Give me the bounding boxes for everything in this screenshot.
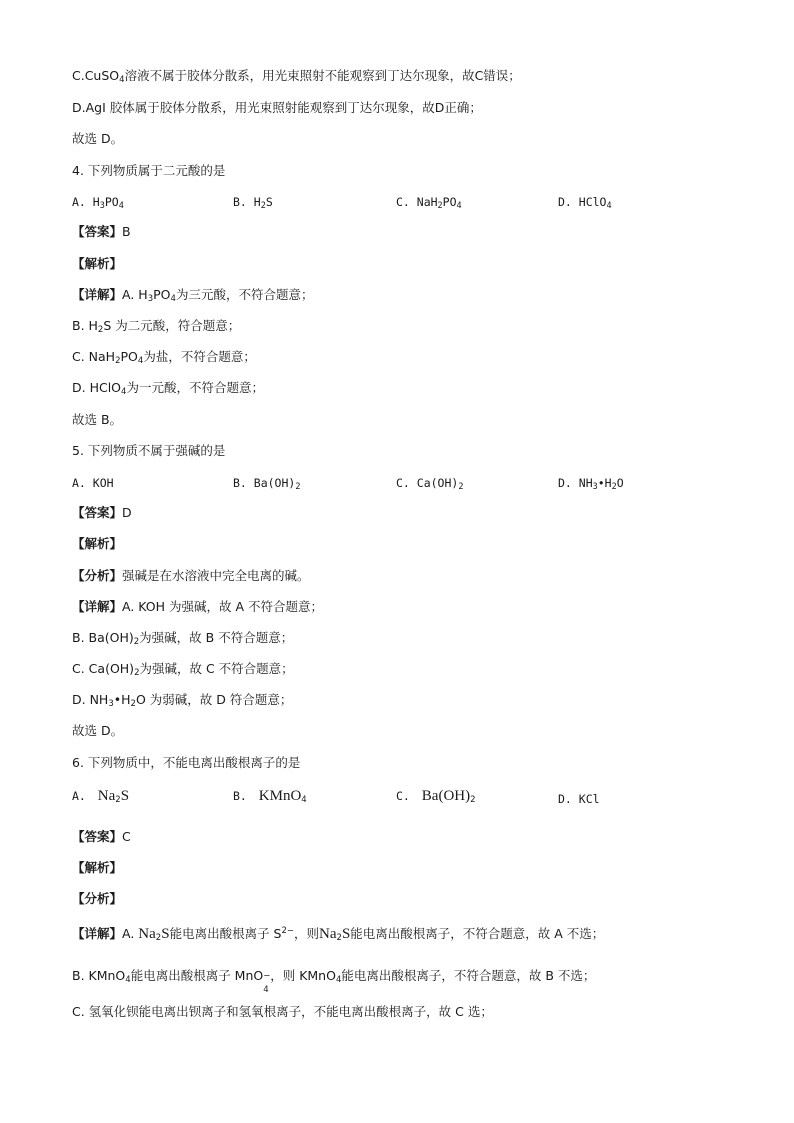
question-5	[72, 443, 225, 459]
sub: 4	[137, 356, 144, 366]
answer-tag: 【答案】	[72, 505, 123, 520]
sub: 3	[592, 482, 598, 492]
question-text: 6. 下列物质中，不能电离出酸根离子的是	[72, 755, 301, 770]
t: B. H	[233, 195, 261, 209]
t: 能电离出酸根离子，不符合题意，故 B 不选；	[341, 968, 596, 983]
text-line-c-cuso4	[72, 68, 521, 84]
answer-value: B	[122, 224, 131, 239]
question-6	[72, 755, 300, 771]
sub: 2	[115, 795, 121, 805]
sub: 4	[170, 294, 176, 304]
option-label: B.	[233, 789, 247, 803]
question-text: 4. 下列物质属于二元酸的是	[72, 163, 226, 178]
q6-option-d	[558, 791, 600, 807]
t: KMnO	[258, 788, 302, 804]
q4-option-d	[558, 194, 612, 210]
answer-4	[72, 224, 131, 240]
t: 【分析】	[72, 891, 123, 906]
option-label: C.	[396, 789, 410, 803]
analysis-6-sub	[72, 891, 122, 907]
detail-4d	[72, 380, 264, 396]
t: PO	[120, 349, 138, 364]
answer-value: D	[122, 505, 132, 520]
detail-4c	[72, 349, 256, 365]
t: 【解析】	[72, 536, 123, 551]
question-4	[72, 163, 225, 179]
detail-5d	[72, 692, 292, 708]
sub: 3	[108, 699, 114, 709]
sub: 4	[301, 795, 307, 805]
t: Ba(OH)	[421, 788, 471, 804]
q5-option-d	[558, 475, 624, 491]
detail-5b	[72, 630, 293, 646]
t: C. NaH	[396, 195, 438, 209]
t: A. H	[72, 195, 100, 209]
detail-5a	[72, 599, 323, 615]
conclusion-4	[72, 412, 122, 428]
t: ，则 KMnO	[270, 968, 336, 983]
detail-5c	[72, 661, 294, 677]
conclusion-5	[72, 723, 123, 739]
t: S	[265, 195, 273, 209]
detail-6a	[72, 926, 604, 942]
sub: 2	[611, 482, 617, 492]
sub: 2	[260, 201, 266, 211]
option-label: A.	[72, 789, 86, 803]
t: 故选 B。	[72, 412, 123, 427]
analysis-6-heading	[72, 860, 122, 876]
text: C.CuSO	[72, 68, 120, 83]
t: Na	[138, 926, 156, 942]
t: S	[341, 926, 351, 942]
sub: 2	[133, 637, 140, 647]
text: 故选 D。	[72, 131, 124, 146]
t: 能电离出酸根离子 MnO	[130, 968, 264, 983]
detail-4a	[72, 287, 313, 303]
sub: 3	[147, 294, 154, 304]
t: O 为弱碱，故 D 符合题意；	[135, 692, 293, 707]
detail-tag: 【详解】	[72, 926, 123, 941]
t: B. Ba(OH)	[72, 630, 134, 645]
sub: 4	[125, 975, 131, 985]
t: B. H	[72, 318, 98, 333]
t: PO	[153, 287, 171, 302]
t: •H	[113, 692, 131, 707]
t: 能电离出酸根离子 S	[169, 926, 282, 941]
subscript: 4	[119, 75, 125, 85]
sub: 2	[437, 201, 443, 211]
t: A. H	[122, 287, 148, 302]
t: 强碱是在水溶液中完全电离的碱。	[122, 568, 310, 583]
sub: 4	[606, 201, 612, 211]
t: D. KCl	[558, 792, 600, 806]
t: PO	[442, 195, 457, 209]
t: C. Ca(OH)	[396, 476, 459, 490]
text-line-choose-d	[72, 131, 123, 147]
q4-option-b	[233, 194, 273, 210]
sub: 2	[134, 668, 140, 678]
analysis-4-heading	[72, 256, 122, 272]
answer-6	[72, 829, 131, 845]
sub: 2	[97, 325, 104, 335]
q5-option-b	[233, 475, 300, 491]
t: 故选 D。	[72, 723, 124, 738]
t: 为强碱，故 C 不符合题意；	[139, 661, 294, 676]
tag: 【分析】	[72, 568, 123, 583]
detail-tag: 【详解】	[72, 599, 123, 614]
t: 为一元酸，不符合题意；	[126, 380, 264, 395]
t: 能电离出酸根离子，不符合题意，故 A 不选；	[350, 926, 605, 941]
sub: 4	[456, 201, 462, 211]
detail-6c	[72, 1004, 493, 1020]
t: D. NH	[558, 476, 593, 490]
sub: 2	[115, 356, 121, 366]
t: 【解析】	[72, 860, 123, 875]
sub: 4	[118, 201, 124, 211]
q5-option-a	[72, 475, 114, 491]
t: PO	[104, 195, 119, 209]
detail-tag: 【详解】	[72, 287, 123, 302]
answer-tag: 【答案】	[72, 829, 123, 844]
t: •H	[597, 476, 612, 490]
text: 溶液不属于胶体分散系，用光束照射不能观察到丁达尔现象，故C错误；	[124, 68, 521, 83]
sub: 2	[155, 933, 162, 943]
sub: 3	[99, 201, 105, 211]
sub: 2	[470, 795, 476, 805]
t: D. HClO	[72, 380, 122, 395]
sub: 2	[130, 699, 136, 709]
q6-option-c	[396, 788, 476, 804]
analysis-5-text	[72, 568, 310, 584]
question-text: 5. 下列物质不属于强碱的是	[72, 443, 226, 458]
q5-option-c	[396, 475, 463, 491]
sub: 4	[335, 975, 342, 985]
answer-value: C	[122, 829, 131, 844]
t: 为三元酸，不符合题意；	[175, 287, 314, 302]
t: D. HClO	[558, 195, 607, 209]
sub: 2	[336, 933, 342, 943]
t: S	[120, 788, 130, 804]
detail-6b: B. KMnO$_4$能电离出酸根离子 MnO − 4 ，则 KMnO$_4$能电离出酸根离子，不符合题意，故 B 不选；	[72, 968, 596, 995]
t: Na	[97, 788, 116, 804]
text: D.AgI 胶体属于胶体分散系，用光束照射能观察到丁达尔现象，故D正确；	[72, 100, 482, 115]
text-line-d-agi	[72, 100, 482, 116]
sub: 4	[121, 387, 127, 397]
t: 【解析】	[72, 256, 123, 271]
t: S	[161, 926, 170, 942]
t: ，则	[294, 926, 320, 941]
t: D. NH	[72, 692, 109, 707]
t: C. NaH	[72, 349, 116, 364]
t: A.	[122, 926, 139, 941]
t: Na	[319, 926, 337, 942]
t: S 为二元酸，符合题意；	[103, 318, 241, 333]
detail-4b	[72, 318, 240, 334]
q4-option-a	[72, 194, 124, 210]
answer-tag: 【答案】	[72, 224, 123, 239]
t: 为强碱，故 B 不符合题意；	[139, 630, 294, 645]
t: A. KOH	[72, 476, 114, 490]
t: C. 氢氧化钡能电离出钡离子和氢氧根离子，不能电离出酸根离子，故 C 选；	[72, 1004, 493, 1019]
t: B. KMnO	[72, 968, 126, 983]
t: O	[616, 476, 624, 490]
q4-option-c	[396, 194, 462, 210]
sub: 2	[295, 482, 301, 492]
sup: 2−	[281, 926, 295, 936]
t: A. KOH 为强碱，故 A 不符合题意；	[122, 599, 324, 614]
q6-option-a	[72, 788, 129, 804]
t: B. Ba(OH)	[233, 476, 296, 490]
t: C. Ca(OH)	[72, 661, 135, 676]
analysis-5-heading	[72, 536, 122, 552]
answer-5	[72, 505, 132, 521]
t: 为盐，不符合题意；	[143, 349, 256, 364]
q6-option-b	[233, 788, 307, 804]
sub: 2	[458, 482, 464, 492]
